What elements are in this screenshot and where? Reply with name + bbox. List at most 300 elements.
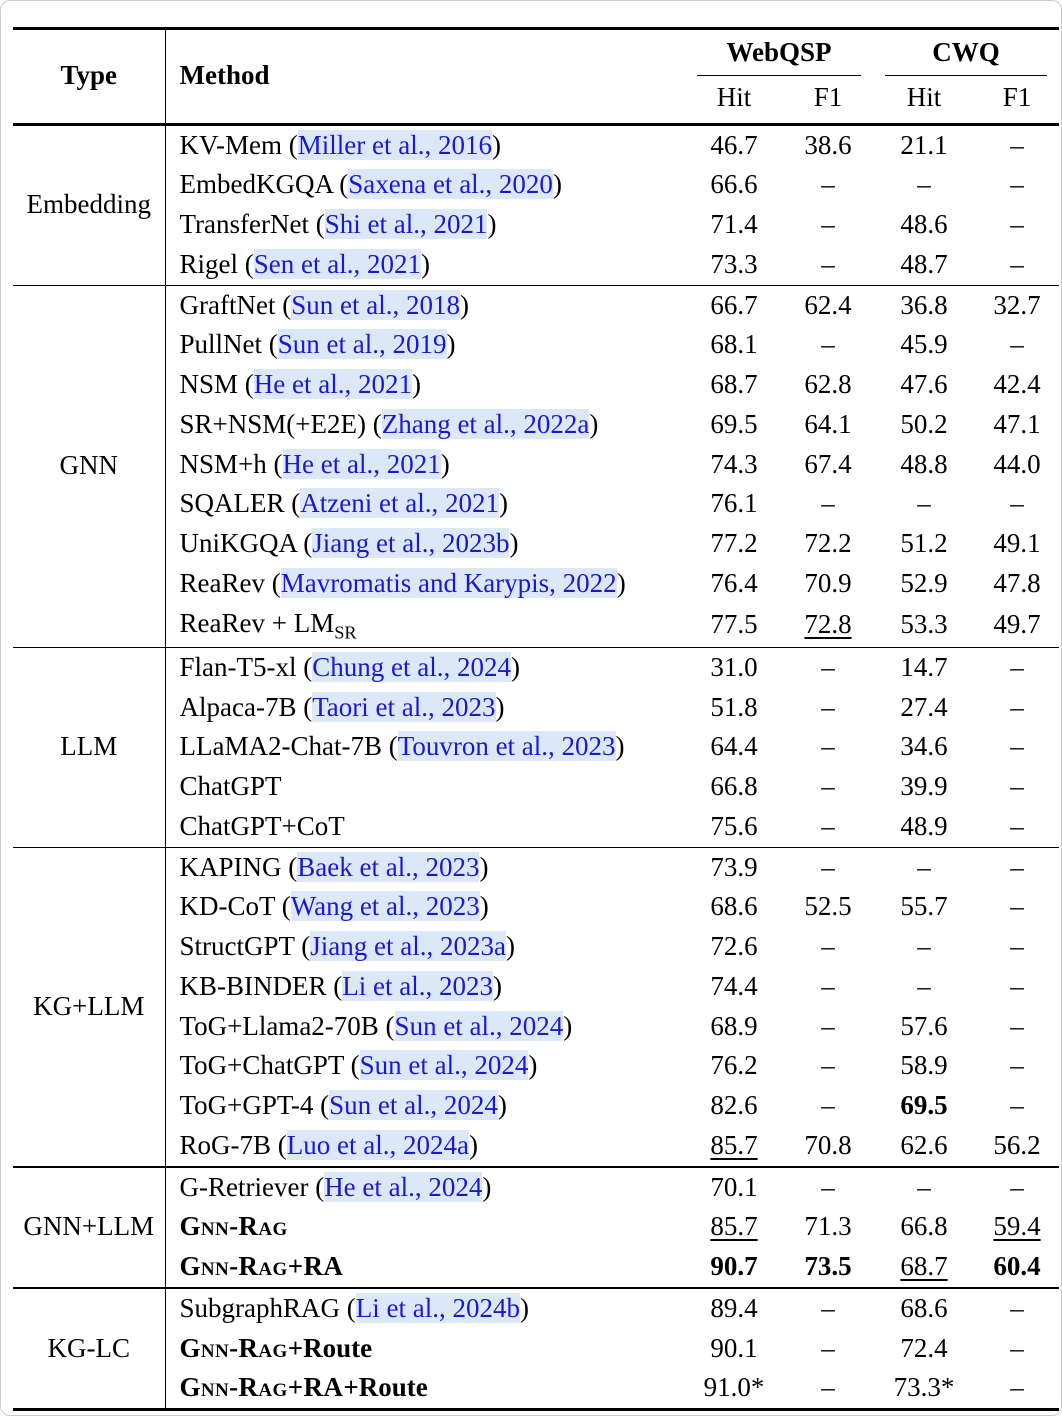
metric-value: 14.7 bbox=[900, 651, 948, 682]
metric-value: 73.9 bbox=[710, 851, 758, 882]
metric-value: 48.9 bbox=[900, 810, 948, 841]
method-name: KD-CoT bbox=[179, 891, 276, 922]
metric-value: 62.8 bbox=[804, 369, 852, 399]
metric-value: 72.2 bbox=[804, 528, 852, 558]
method-name: TransferNet bbox=[179, 209, 309, 239]
metric-cell bbox=[873, 405, 975, 445]
metric-cell bbox=[685, 1046, 783, 1086]
metric-cell bbox=[685, 445, 783, 485]
metric-value: 46.7 bbox=[710, 129, 758, 160]
metric-value: 68.9 bbox=[710, 1010, 758, 1041]
method-cell: TransferNet (Shi et al., 2021) bbox=[179, 209, 497, 239]
metric-cell bbox=[873, 767, 975, 807]
metric-value: 73.3 bbox=[710, 248, 758, 279]
metric-cell bbox=[975, 807, 1059, 847]
table-row bbox=[13, 647, 1059, 687]
table-row bbox=[13, 445, 1059, 485]
metric-value: – bbox=[1010, 891, 1024, 922]
metric-value: 59.4 bbox=[993, 1211, 1041, 1242]
metric-cell bbox=[783, 927, 873, 967]
method-cell: Alpaca-7B (Taori et al., 2023) bbox=[179, 691, 505, 722]
method-cell: SQALER (Atzeni et al., 2021) bbox=[179, 488, 508, 519]
metric-value: – bbox=[1010, 169, 1024, 200]
metric-value: – bbox=[821, 970, 835, 1001]
method-name: RoG-7B bbox=[179, 1129, 272, 1160]
method-cell bbox=[165, 1247, 685, 1288]
table-row bbox=[13, 727, 1059, 767]
metric-value: 66.7 bbox=[710, 289, 758, 320]
metric-value: 85.7 bbox=[710, 1211, 758, 1242]
metric-cell bbox=[873, 1368, 975, 1409]
group-embedding bbox=[13, 124, 1059, 285]
metric-value: – bbox=[1010, 1050, 1024, 1081]
metric-value: 67.4 bbox=[804, 448, 852, 479]
metric-value: 42.4 bbox=[993, 369, 1041, 399]
metric-cell bbox=[975, 767, 1059, 807]
metric-value: 36.8 bbox=[900, 289, 948, 320]
method-name-suffix: +Route bbox=[287, 1332, 373, 1363]
metric-value: – bbox=[821, 1010, 835, 1041]
metric-cell bbox=[975, 1368, 1059, 1409]
metric-cell bbox=[873, 647, 975, 687]
metric-cell bbox=[873, 165, 975, 205]
citation-link[interactable]: He et al., 2021 bbox=[282, 448, 441, 479]
metric-value: 85.7 bbox=[710, 1129, 758, 1160]
table-row bbox=[13, 1007, 1059, 1047]
metric-cell bbox=[873, 1007, 975, 1047]
metric-value: 38.6 bbox=[804, 129, 852, 160]
metric-cell bbox=[685, 1247, 783, 1288]
metric-cell bbox=[975, 524, 1059, 564]
citation-link[interactable]: Li et al., 2023 bbox=[342, 970, 493, 1001]
metric-cell bbox=[783, 285, 873, 325]
metric-cell bbox=[685, 927, 783, 967]
method-cell: StructGPT (Jiang et al., 2023a) bbox=[179, 931, 515, 962]
metric-cell bbox=[975, 245, 1059, 285]
metric-cell bbox=[873, 1126, 975, 1167]
metric-value: 76.4 bbox=[710, 567, 758, 598]
metric-cell bbox=[975, 205, 1059, 245]
citation-link[interactable]: Jiang et al., 2023a bbox=[310, 931, 506, 962]
table-row bbox=[13, 967, 1059, 1007]
metric-value: 76.1 bbox=[710, 488, 758, 519]
method-cell bbox=[165, 807, 685, 847]
metric-cell bbox=[873, 927, 975, 967]
metric-cell bbox=[975, 1247, 1059, 1288]
metric-value: 66.8 bbox=[710, 771, 758, 802]
table-row bbox=[13, 365, 1059, 405]
metric-value: – bbox=[917, 851, 931, 882]
method-cell: GraftNet (Sun et al., 2018) bbox=[165, 285, 685, 325]
method-name: GraftNet bbox=[179, 289, 276, 320]
method-name: NSM bbox=[179, 369, 239, 399]
metric-cell bbox=[873, 1247, 975, 1288]
type-label: KG-LC bbox=[13, 1288, 165, 1410]
table-row bbox=[13, 927, 1059, 967]
metric-value: 47.1 bbox=[993, 408, 1041, 439]
webqsp-label: WebQSP bbox=[697, 35, 861, 76]
table-row bbox=[13, 524, 1059, 564]
metric-cell bbox=[783, 1046, 873, 1086]
metric-value: – bbox=[821, 329, 835, 360]
table-row bbox=[13, 484, 1059, 524]
metric-cell bbox=[975, 124, 1059, 165]
table-row bbox=[13, 887, 1059, 927]
citation-link[interactable]: Miller et al., 2016 bbox=[297, 129, 492, 160]
metric-value: 68.6 bbox=[900, 1292, 948, 1323]
metric-value: 68.6 bbox=[710, 891, 758, 922]
method-name: ChatGPT+CoT bbox=[179, 810, 345, 841]
method-cell: PullNet (Sun et al., 2019) bbox=[179, 329, 456, 360]
method-name: Gnn-Rag bbox=[179, 1211, 288, 1242]
column-group-cwq bbox=[873, 29, 1059, 76]
metric-cell bbox=[873, 285, 975, 325]
method-cell: EmbedKGQA (Saxena et al., 2020) bbox=[179, 169, 562, 200]
table-row bbox=[13, 564, 1059, 604]
table-row bbox=[13, 807, 1059, 847]
metric-value: 45.9 bbox=[900, 329, 948, 360]
metric-value: 77.2 bbox=[710, 528, 758, 558]
citation-link[interactable]: Wang et al., 2023 bbox=[290, 891, 480, 922]
metric-cell bbox=[975, 688, 1059, 728]
citation-link[interactable]: Mavromatis and Karypis, 2022 bbox=[280, 567, 617, 598]
method-name: Alpaca-7B bbox=[179, 691, 297, 722]
metric-value: – bbox=[1010, 1292, 1024, 1323]
metric-cell bbox=[685, 285, 783, 325]
metric-cell bbox=[783, 1329, 873, 1369]
metric-cell bbox=[783, 124, 873, 165]
metric-cell bbox=[873, 847, 975, 887]
citation-link[interactable]: Zhang et al., 2022a bbox=[381, 408, 590, 439]
metric-value: – bbox=[821, 1050, 835, 1081]
metric-cell bbox=[975, 1167, 1059, 1208]
table-row bbox=[13, 1368, 1059, 1409]
metric-value: – bbox=[821, 169, 835, 200]
method-cell: KV-Mem (Miller et al., 2016) bbox=[179, 129, 501, 160]
method-name: Gnn-Rag+RA bbox=[179, 1372, 344, 1403]
citation-link[interactable]: He et al., 2024 bbox=[324, 1171, 483, 1202]
metric-cell bbox=[975, 1007, 1059, 1047]
metric-cell bbox=[783, 647, 873, 687]
metric-value: – bbox=[1010, 931, 1024, 962]
metric-cell bbox=[873, 887, 975, 927]
metric-value: – bbox=[917, 169, 931, 200]
citation-link[interactable]: Shi et al., 2021 bbox=[324, 209, 488, 239]
metric-value: 70.1 bbox=[710, 1171, 758, 1202]
metric-cell bbox=[685, 967, 783, 1007]
metric-value: 91.0* bbox=[703, 1372, 765, 1403]
citation-link[interactable]: Sen et al., 2021 bbox=[253, 248, 421, 279]
citation-link[interactable]: Sun et al., 2024 bbox=[329, 1090, 498, 1121]
metric-value: 48.8 bbox=[900, 448, 948, 479]
method-name-suffix: +Route bbox=[343, 1372, 428, 1403]
metric-value: – bbox=[1010, 1372, 1024, 1403]
metric-cell bbox=[685, 365, 783, 405]
type-label: GNN+LLM bbox=[13, 1167, 165, 1288]
table-row bbox=[13, 405, 1059, 445]
method-cell: KB-BINDER (Li et al., 2023) bbox=[179, 970, 502, 1001]
metric-cell bbox=[685, 767, 783, 807]
metric-value: 68.7 bbox=[900, 1251, 948, 1282]
metric-cell bbox=[873, 1046, 975, 1086]
method-name: PullNet bbox=[179, 329, 263, 360]
metric-cell bbox=[873, 1288, 975, 1329]
metric-cell bbox=[783, 604, 873, 648]
cwq-label: CWQ bbox=[885, 35, 1047, 76]
method-name: ChatGPT bbox=[179, 771, 282, 802]
metric-cell bbox=[783, 1247, 873, 1288]
method-name: NSM+h bbox=[179, 448, 267, 479]
metric-value: 82.6 bbox=[710, 1090, 758, 1121]
metric-value: 69.5 bbox=[900, 1090, 948, 1121]
metric-value: 50.2 bbox=[900, 408, 948, 439]
metric-value: 39.9 bbox=[900, 771, 948, 802]
citation-link[interactable]: Sun et al., 2019 bbox=[277, 329, 447, 360]
metric-cell bbox=[975, 1288, 1059, 1329]
metric-cell bbox=[783, 1207, 873, 1247]
metric-cell bbox=[685, 727, 783, 767]
table-row bbox=[13, 285, 1059, 325]
metric-value: 66.8 bbox=[900, 1211, 948, 1242]
metric-cell bbox=[873, 484, 975, 524]
webqsp-f1-header: F1 bbox=[813, 81, 843, 112]
metric-value: – bbox=[1010, 970, 1024, 1001]
metric-cell bbox=[783, 967, 873, 1007]
table-row bbox=[13, 1046, 1059, 1086]
method-cell: ToG+ChatGPT (Sun et al., 2024) bbox=[179, 1050, 538, 1081]
citation-link[interactable]: He et al., 2021 bbox=[253, 369, 412, 399]
table-row bbox=[13, 688, 1059, 728]
method-name: EmbedKGQA bbox=[179, 169, 333, 200]
metric-cell bbox=[975, 1126, 1059, 1167]
metric-value: 72.6 bbox=[710, 931, 758, 962]
metric-cell bbox=[975, 445, 1059, 485]
table-row bbox=[13, 1167, 1059, 1208]
metric-value: 52.5 bbox=[804, 891, 852, 922]
type-label: GNN bbox=[13, 285, 165, 647]
citation-link[interactable]: Li et al., 2024b bbox=[355, 1292, 520, 1323]
metric-cell bbox=[685, 524, 783, 564]
method-cell bbox=[165, 604, 685, 648]
table-row bbox=[13, 325, 1059, 365]
cwq-f1-header: F1 bbox=[1002, 81, 1032, 112]
metric-cell bbox=[685, 647, 783, 687]
citation-link[interactable]: Sun et al., 2018 bbox=[291, 289, 460, 320]
metric-cell bbox=[685, 325, 783, 365]
metric-value: – bbox=[1010, 1010, 1024, 1041]
metric-value: – bbox=[821, 931, 835, 962]
metric-value: – bbox=[1010, 1332, 1024, 1363]
metric-value: – bbox=[917, 970, 931, 1001]
metric-value: 52.9 bbox=[900, 567, 948, 598]
metric-cell bbox=[685, 564, 783, 604]
method-name: ReaRev + LM bbox=[179, 607, 335, 638]
metric-value: 32.7 bbox=[993, 289, 1041, 320]
citation-link[interactable]: Sun et al., 2024 bbox=[394, 1010, 564, 1041]
metric-value: – bbox=[1010, 329, 1024, 360]
method-cell: NSM (He et al., 2021) bbox=[179, 369, 421, 399]
metric-value: 72.8 bbox=[804, 609, 852, 640]
method-cell: UniKGQA (Jiang et al., 2023b) bbox=[179, 528, 519, 558]
metric-value: 70.8 bbox=[804, 1129, 852, 1160]
metric-cell bbox=[783, 1126, 873, 1167]
metric-value: 34.6 bbox=[900, 731, 948, 762]
metric-cell bbox=[975, 1046, 1059, 1086]
method-cell: G-Retriever (He et al., 2024) bbox=[165, 1167, 685, 1208]
metric-cell bbox=[783, 1288, 873, 1329]
metric-cell bbox=[783, 405, 873, 445]
metric-cell bbox=[783, 1167, 873, 1208]
method-name: SQALER bbox=[179, 488, 285, 519]
method-cell: NSM+h (He et al., 2021) bbox=[179, 448, 450, 479]
table-row bbox=[13, 767, 1059, 807]
metric-value: 74.4 bbox=[710, 970, 758, 1001]
method-name: KV-Mem bbox=[179, 129, 283, 160]
metric-cell bbox=[873, 1086, 975, 1126]
metric-value: 31.0 bbox=[710, 651, 758, 682]
metric-cell bbox=[873, 325, 975, 365]
method-cell: KAPING (Baek et al., 2023) bbox=[165, 847, 685, 887]
metric-value: – bbox=[821, 1372, 835, 1403]
metric-value: 62.6 bbox=[900, 1129, 948, 1160]
metric-cell bbox=[783, 165, 873, 205]
metric-cell bbox=[975, 405, 1059, 445]
metric-value: – bbox=[1010, 1171, 1024, 1202]
metric-value: – bbox=[917, 1171, 931, 1202]
metric-cell bbox=[975, 604, 1059, 648]
method-name: UniKGQA bbox=[179, 528, 297, 558]
metric-cell bbox=[685, 807, 783, 847]
metric-cell bbox=[783, 1007, 873, 1047]
metric-value: – bbox=[1010, 651, 1024, 682]
method-cell: SR+NSM(+E2E) (Zhang et al., 2022a) bbox=[179, 408, 599, 439]
metric-value: – bbox=[1010, 129, 1024, 160]
type-label: KG+LLM bbox=[13, 847, 165, 1167]
metric-cell bbox=[685, 124, 783, 165]
metric-value: – bbox=[821, 1090, 835, 1121]
metric-cell bbox=[783, 727, 873, 767]
metric-value: – bbox=[1010, 691, 1024, 722]
metric-cell bbox=[685, 604, 783, 648]
metric-value: 47.6 bbox=[900, 369, 948, 399]
metric-cell bbox=[783, 887, 873, 927]
metric-cell bbox=[975, 847, 1059, 887]
metric-cell bbox=[685, 1007, 783, 1047]
metric-cell bbox=[783, 325, 873, 365]
metric-value: 27.4 bbox=[900, 691, 948, 722]
method-name: KB-BINDER bbox=[179, 970, 327, 1001]
metric-value: 49.7 bbox=[993, 609, 1041, 640]
metric-value: – bbox=[1010, 731, 1024, 762]
metric-value: 51.2 bbox=[900, 528, 948, 558]
table-header bbox=[13, 29, 1059, 125]
metric-cell bbox=[873, 1329, 975, 1369]
group-kg-llm bbox=[13, 847, 1059, 1167]
citation-link[interactable]: Atzeni et al., 2021 bbox=[300, 488, 499, 519]
method-cell: ReaRev (Mavromatis and Karypis, 2022) bbox=[179, 567, 626, 598]
citation-link[interactable]: Baek et al., 2023 bbox=[297, 851, 480, 882]
metric-value: – bbox=[917, 931, 931, 962]
metric-cell bbox=[783, 484, 873, 524]
metric-value: – bbox=[1010, 1090, 1024, 1121]
citation-link[interactable]: Saxena et al., 2020 bbox=[348, 169, 553, 200]
metric-cell bbox=[685, 847, 783, 887]
metric-value: 73.5 bbox=[804, 1251, 852, 1282]
metric-cell bbox=[685, 1207, 783, 1247]
method-name: ReaRev bbox=[179, 567, 265, 598]
metric-cell bbox=[685, 1329, 783, 1369]
metric-value: 44.0 bbox=[993, 448, 1041, 479]
metric-value: – bbox=[821, 1332, 835, 1363]
metric-value: 77.5 bbox=[710, 609, 758, 640]
citation-link[interactable]: Luo et al., 2024a bbox=[286, 1129, 469, 1160]
method-name: KAPING bbox=[179, 851, 282, 882]
metric-cell bbox=[783, 564, 873, 604]
metric-value: – bbox=[821, 488, 835, 519]
metric-cell bbox=[873, 688, 975, 728]
metric-value: – bbox=[821, 1292, 835, 1323]
metric-cell bbox=[975, 1329, 1059, 1369]
metric-cell bbox=[873, 967, 975, 1007]
table-row bbox=[13, 1247, 1059, 1288]
metric-value: 69.5 bbox=[710, 408, 758, 439]
metric-cell bbox=[685, 205, 783, 245]
metric-cell bbox=[783, 807, 873, 847]
metric-value: 48.6 bbox=[900, 209, 948, 239]
metric-value: – bbox=[1010, 248, 1024, 279]
table-row bbox=[13, 1086, 1059, 1126]
metric-cell bbox=[685, 165, 783, 205]
metric-cell bbox=[783, 245, 873, 285]
metric-cell bbox=[783, 205, 873, 245]
metric-cell bbox=[873, 604, 975, 648]
method-subscript: SR bbox=[334, 621, 357, 642]
citation-link[interactable]: Taori et al., 2023 bbox=[312, 691, 496, 722]
metric-value: 89.4 bbox=[710, 1292, 758, 1323]
citation-link[interactable]: Chung et al., 2024 bbox=[312, 651, 511, 682]
metric-cell bbox=[975, 647, 1059, 687]
metric-value: 90.1 bbox=[710, 1332, 758, 1363]
metric-cell bbox=[873, 807, 975, 847]
metric-value: 71.3 bbox=[804, 1211, 852, 1242]
citation-link[interactable]: Touvron et al., 2023 bbox=[397, 731, 616, 762]
table-row bbox=[13, 1126, 1059, 1167]
method-cell: ToG+Llama2-70B (Sun et al., 2024) bbox=[179, 1010, 573, 1041]
table-row bbox=[13, 1329, 1059, 1369]
table-row bbox=[13, 205, 1059, 245]
metric-value: – bbox=[1010, 488, 1024, 519]
method-name: Gnn-Rag bbox=[179, 1332, 288, 1363]
table-row bbox=[13, 847, 1059, 887]
metric-value: 47.8 bbox=[993, 567, 1041, 598]
method-name: StructGPT bbox=[179, 931, 295, 962]
citation-link[interactable]: Sun et al., 2024 bbox=[359, 1050, 529, 1081]
metric-cell bbox=[975, 727, 1059, 767]
header-row-groups bbox=[13, 29, 1059, 76]
metric-cell bbox=[783, 767, 873, 807]
metric-cell bbox=[873, 365, 975, 405]
metric-cell bbox=[873, 1207, 975, 1247]
metric-cell bbox=[975, 285, 1059, 325]
metric-cell bbox=[873, 205, 975, 245]
metric-value: – bbox=[821, 651, 835, 682]
metric-value: 49.1 bbox=[993, 528, 1041, 558]
citation-link[interactable]: Jiang et al., 2023b bbox=[312, 528, 510, 558]
metric-cell bbox=[873, 727, 975, 767]
metric-cell bbox=[975, 927, 1059, 967]
table-row bbox=[13, 165, 1059, 205]
metric-cell bbox=[783, 365, 873, 405]
